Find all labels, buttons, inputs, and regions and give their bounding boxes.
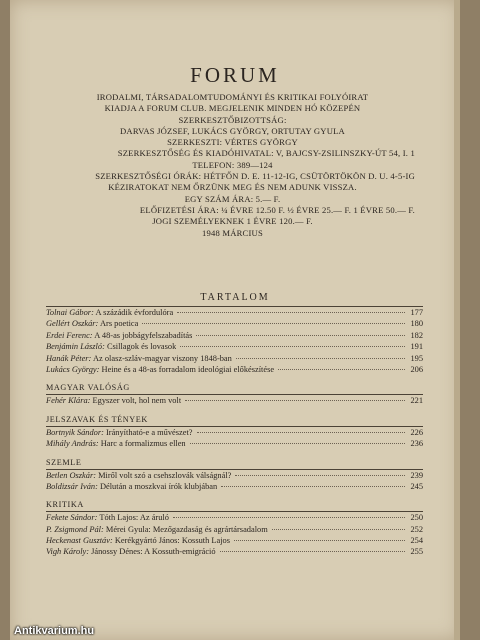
- toc-entry-title: Heine és a 48-as forradalom ideológiai előkészítése: [101, 364, 275, 374]
- toc-entry-title: Mérei Gyula: Mezőgazdaság és agrártársadalom: [105, 524, 268, 534]
- imprint-line-board-heading: SZERKESZTŐBIZOTTSÁG:: [178, 114, 287, 125]
- toc-entry-author: Vigh Károly:: [46, 547, 90, 557]
- imprint: [50, 92, 415, 239]
- toc-entry-page: 177: [410, 308, 423, 317]
- toc-entry-author: Lukács György:: [46, 364, 100, 374]
- toc-entry-page: 254: [410, 536, 423, 546]
- toc-entry-title: Ars poetica: [99, 319, 139, 329]
- toc-leader-dots: [142, 323, 405, 324]
- toc-leader-dots: [180, 346, 405, 347]
- toc-entry-page: 195: [410, 353, 423, 363]
- toc-entry-title: Miről volt szó a csehszlovák válságnál?: [98, 470, 232, 480]
- toc-leader-dots: [173, 517, 405, 518]
- toc-leader-dots: [235, 475, 405, 476]
- toc-entry-page: 182: [410, 330, 423, 340]
- imprint-line-phone: TELEFON: 389—124: [192, 159, 273, 170]
- toc-entry-author: Benjámin László:: [46, 342, 105, 352]
- toc-section-heading: KRITIKA: [46, 500, 84, 510]
- toc-leader-dots: [272, 529, 405, 530]
- toc-leader-dots: [177, 312, 405, 313]
- toc-spacer: [46, 492, 423, 496]
- table-of-contents: [46, 306, 423, 562]
- toc-leader-dots: [234, 540, 405, 541]
- toc-leader-dots: [197, 432, 405, 433]
- toc-entry: [46, 330, 423, 341]
- toc-entry-page: 239: [410, 470, 423, 480]
- toc-entry-author: P. Zsigmond Pál:: [46, 524, 104, 534]
- toc-entry-title: Tóth Lajos: Az áruló: [99, 513, 169, 523]
- toc-entry-author: Fehér Klára:: [46, 396, 91, 406]
- toc-leader-dots: [220, 551, 405, 552]
- toc-entry-page: 180: [410, 319, 423, 329]
- toc-leader-dots: [278, 369, 405, 370]
- journal-title: FORUM: [190, 63, 280, 87]
- toc-entry-author: Boldizsár Iván:: [46, 481, 98, 491]
- watermark-text: Antikvarium.hu: [14, 625, 95, 637]
- toc-spacer: [46, 375, 423, 379]
- imprint-line-address: SZERKESZTŐSÉG ÉS KIADÓHIVATAL: V, BAJCSY-ZSILINSZKY-ÚT 54, I. 1: [117, 148, 415, 159]
- toc-entry: [46, 353, 423, 364]
- toc-entry-author: Gellért Oszkár:: [46, 319, 99, 329]
- toc-entry-author: Mihály András:: [46, 439, 99, 449]
- toc-entry-page: 191: [410, 342, 423, 352]
- toc-entry-page: 221: [410, 396, 423, 406]
- toc-entry-page: 226: [410, 427, 423, 437]
- toc-entry: [46, 535, 423, 546]
- imprint-line-subscription: ELŐFIZETÉSI ÁRA: ¼ ÉVRE 12.50 F. ½ ÉVRE 25.— F. 1 ÉVRE 50.— F.: [139, 204, 415, 215]
- toc-entry-title: Az olasz-szláv-magyar viszony 1848-ban: [93, 353, 232, 363]
- toc-entry: [46, 307, 423, 318]
- toc-leader-dots: [221, 486, 405, 487]
- page-sheet: [10, 0, 460, 640]
- toc-entry-title: Csillagok és lovasok: [106, 342, 177, 352]
- toc-entry-title: Délután a moszkvai írók klubjában: [99, 481, 218, 491]
- imprint-line-subtitle: IRODALMI, TÁRSADALOMTUDOMÁNYI ÉS KRITIKAI FOLYÓIRAT: [96, 92, 369, 102]
- imprint-line-legal: JOGI SZEMÉLYEKNEK 1 ÉVRE 120.— F.: [152, 216, 313, 227]
- toc-entry: [46, 318, 423, 329]
- masthead: [10, 64, 460, 92]
- toc-entry-page: 236: [410, 439, 423, 449]
- toc-entry: [46, 524, 423, 535]
- toc-entry-author: Erdei Ferenc:: [46, 330, 93, 340]
- toc-entry-author: Heckenast Gusztáv:: [46, 536, 113, 546]
- toc-entry: [46, 512, 423, 523]
- toc-entry: [46, 364, 423, 375]
- toc-entry-title: Harc a formalizmus ellen: [100, 439, 186, 449]
- toc-section-heading: SZEMLE: [46, 457, 82, 467]
- imprint-line-issue-price: EGY SZÁM ÁRA: 5.— F.: [184, 193, 281, 204]
- toc-entry: [46, 470, 423, 481]
- toc-entry: [46, 438, 423, 449]
- imprint-line-hours: SZERKESZTŐSÉGI ÓRÁK: HÉTFŐN D. E. 11-12-IG, CSÜTÖRTÖKÖN D. U. 4-5-IG: [95, 171, 415, 182]
- toc-leader-dots: [190, 443, 405, 444]
- toc-entry: [46, 427, 423, 438]
- imprint-line-manuscripts: KÉZIRATOKAT NEM ŐRZÜNK MEG ÉS NEM ADUNK VISSZA.: [108, 182, 357, 193]
- toc-entry-author: Bortnyik Sándor:: [46, 427, 104, 437]
- toc-entry: [46, 546, 423, 557]
- toc-entry-page: 255: [410, 547, 423, 557]
- toc-entry-page: 252: [410, 524, 423, 534]
- toc-entry-author: Hanák Péter:: [46, 353, 92, 363]
- toc-entry-title: Kerékgyártó János: Kossuth Lajos: [114, 536, 230, 546]
- toc-spacer: [46, 407, 423, 411]
- imprint-line-publisher: KIADJA A FORUM CLUB. MEGJELENIK MINDEN HÓ KÖZEPÉN: [104, 103, 361, 114]
- toc-entry-title: Irányítható-e a művészet?: [106, 427, 193, 437]
- toc-entry-author: Fekete Sándor:: [46, 513, 98, 523]
- toc-entry-author: Tolnai Gábor:: [46, 308, 94, 317]
- toc-section-heading: JELSZAVAK ÉS TÉNYEK: [46, 414, 148, 424]
- toc-entry: [46, 395, 423, 406]
- toc-entry: [46, 341, 423, 352]
- toc-heading: TARTALOM: [200, 292, 270, 303]
- toc-leader-dots: [236, 358, 405, 359]
- imprint-line-editor: SZERKESZTI: VÉRTES GYÖRGY: [167, 137, 298, 148]
- toc-entry-page: 245: [410, 481, 423, 491]
- toc-entry-author: Betlen Oszkár:: [46, 470, 97, 480]
- toc-spacer: [46, 558, 423, 562]
- toc-entry-title: Jánossy Dénes: A Kossuth-emigráció: [91, 547, 216, 557]
- toc-section-heading: MAGYAR VALÓSÁG: [46, 383, 130, 393]
- toc-spacer: [46, 450, 423, 454]
- toc-entry-page: 250: [410, 513, 423, 523]
- toc-entry-title: A százádik évfordulóra: [95, 308, 174, 317]
- toc-entry-title: A 48-as jobbágyfelszabadítás: [94, 330, 193, 340]
- toc-leader-dots: [196, 335, 405, 336]
- imprint-line-date: 1948 MÁRCIUS: [202, 227, 263, 238]
- toc-entry-title: Egyszer volt, hol nem volt: [92, 396, 182, 406]
- toc-leader-dots: [185, 400, 405, 401]
- toc-entry: [46, 481, 423, 492]
- toc-entry-page: 206: [410, 364, 423, 374]
- imprint-line-board-members: DARVAS JÓZSEF, LUKÁCS GYÖRGY, ORTUTAY GYULA: [120, 125, 345, 136]
